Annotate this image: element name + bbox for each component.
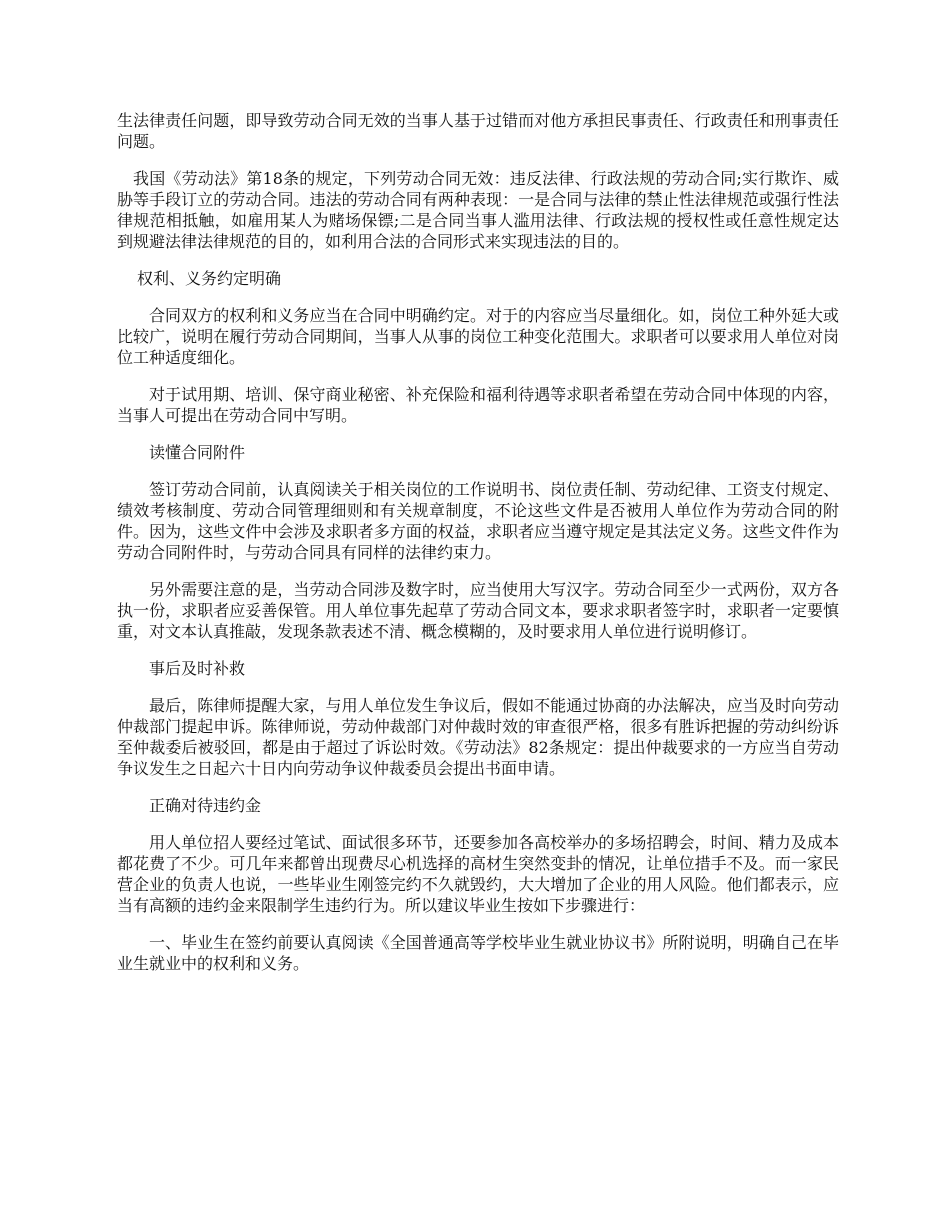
paragraph-labor-law-article-18: 我国《劳动法》第18条的规定，下列劳动合同无效：违反法律、行政法规的劳动合同;实行欺诈、威胁等手段订立的劳动合同。违法的劳动合同有两种表现：一是合同与法律的禁止性法律规范或强行性法律规范相抵触，如雇用某人为赌场保镖;二是合同当事人滥用法律、行政法规的授权性或任意性规定达到规避法律法律规范的目的，如利用合法的合同形式来实现违法的目的。 [117, 169, 839, 251]
paragraph-penalty: 用人单位招人要经过笔试、面试很多环节，还要参加各高校举办的多场招聘会，时间、精力及成本都花费了不少。可几年来都曾出现费尽心机选择的高材生突然变卦的情况，让单位措手不及。而一家民营企业的负责人也说，一些毕业生刚签完约不久就毁约，大大增加了企业的用人风险。他们都表示，应当有高额的违约金来限制学生违约行为。所以建议毕业生按如下步骤进行： [117, 833, 839, 915]
section-heading-remedy: 事后及时补救 [149, 659, 246, 678]
paragraph-step-one: 一、毕业生在签约前要认真阅读《全国普通高等学校毕业生就业协议书》所附说明，明确自己在毕业生就业中的权利和义务。 [117, 933, 839, 973]
section-heading-penalty: 正确对待违约金 [149, 796, 262, 815]
section-heading-rights-obligations: 权利、义务约定明确 [137, 269, 282, 288]
document-body [117, 110, 839, 990]
paragraph-probation-training: 对于试用期、培训、保守商业秘密、补充保险和福利待遇等求职者希望在劳动合同中体现的内容，当事人可提出在劳动合同中写明。 [117, 385, 839, 425]
paragraph-rights-obligations: 合同双方的权利和义务应当在合同中明确约定。对于的内容应当尽量细化。如，岗位工种外延大或比较广，说明在履行劳动合同期间，当事人从事的岗位工种变化范围大。求职者可以要求用人单位对岗位工种适度细化。 [117, 306, 839, 367]
paragraph-arbitration: 最后，陈律师提醒大家，与用人单位发生争议后，假如不能通过协商的办法解决，应当及时向劳动仲裁部门提起申诉。陈律师说，劳动仲裁部门对仲裁时效的审查很严格，很多有胜诉把握的劳动纠纷诉至仲裁委后被驳回，都是由于超过了诉讼时效。《劳动法》82条规定：提出仲裁要求的一方应当自劳动争议发生之日起六十日内向劳动争议仲裁委员会提出书面申请。 [117, 696, 839, 778]
section-heading-contract-attachments: 读懂合同附件 [149, 443, 246, 462]
paragraph-contract-numbers: 另外需要注意的是，当劳动合同涉及数字时，应当使用大写汉字。劳动合同至少一式两份，双方各执一份，求职者应妥善保管。用人单位事先起草了劳动合同文本，要求求职者签字时，求职者一定要慎重，对文本认真推敲，发现条款表述不清、概念模糊的，及时要求用人单位进行说明修订。 [117, 580, 839, 641]
paragraph-legal-liability: 生法律责任问题，即导致劳动合同无效的当事人基于过错而对他方承担民事责任、行政责任和刑事责任问题。 [117, 111, 839, 151]
paragraph-contract-attachments: 签订劳动合同前，认真阅读关于相关岗位的工作说明书、岗位责任制、劳动纪律、工资支付规定、绩效考核制度、劳动合同管理细则和有关规章制度，不论这些文件是否被用人单位作为劳动合同的附件。因为，这些文件中会涉及求职者多方面的权益，求职者应当遵守规定是其法定义务。这些文件作为劳动合同附件时，与劳动合同具有同样的法律约束力。 [117, 480, 839, 562]
